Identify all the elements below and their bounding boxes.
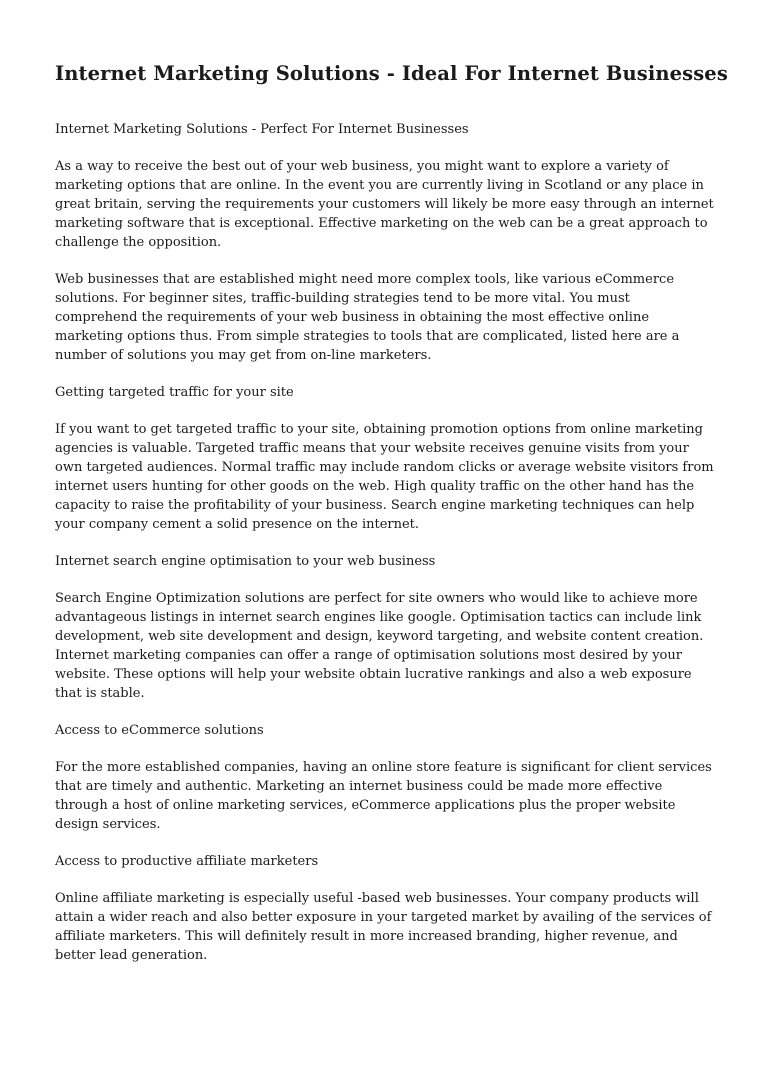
section-heading-targeted-traffic: Getting targeted traffic for your site <box>55 385 294 400</box>
intro-paragraph-2: Web businesses that are established might need more complex tools, like various eCommerce solutions. For beginner sites, traffic-building strategies tend to be more vital. You must comprehend the requirements of your web business in obtaining the most effective online marketing options thus. From simple strategies to tools that are complicated, listed here are a number of solutions you may get from on-line marketers. <box>55 272 680 363</box>
section-heading-affiliate: Access to productive affiliate marketers <box>55 854 319 869</box>
section-body-ecommerce: For the more established companies, having an online store feature is significant for client services that are timely and authentic. Marketing an internet business could be made more effective through a host of online marketing services, eCommerce applications plus the proper website design services. <box>55 760 712 832</box>
document-title: Internet Marketing Solutions - Ideal For Internet Businesses <box>55 62 728 85</box>
section-heading-ecommerce: Access to eCommerce solutions <box>55 723 264 738</box>
document-subtitle: Internet Marketing Solutions - Perfect For Internet Businesses <box>55 122 469 137</box>
intro-paragraph-1: As a way to receive the best out of your web business, you might want to explore a variety of marketing options that are online. In the event you are currently living in Scotland or any place in great britain, serving the requirements your customers will likely be more easy through an internet marketing software that is exceptional. Effective marketing on the web can be a great approach to challenge the opposition. <box>55 159 714 250</box>
section-body-seo: Search Engine Optimization solutions are perfect for site owners who would like to achieve more advantageous listings in internet search engines like google. Optimisation tactics can include link development, web site development and design, keyword targeting, and website content creation. Internet marketing companies can offer a range of optimisation solutions most desired by your website. These options will help your website obtain lucrative rankings and also a web exposure that is stable. <box>55 591 704 701</box>
document-page <box>55 0 728 965</box>
section-body-affiliate: Online affiliate marketing is especially useful -based web businesses. Your company products will attain a wider reach and also better exposure in your targeted market by availing of the services of affiliate marketers. This will definitely result in more increased branding, higher revenue, and better lead generation. <box>55 891 712 963</box>
section-heading-seo: Internet search engine optimisation to your web business <box>55 554 436 569</box>
section-body-targeted-traffic: If you want to get targeted traffic to your site, obtaining promotion options from online marketing agencies is valuable. Targeted traffic means that your website receives genuine visits from your own targeted audiences. Normal traffic may include random clicks or average website visitors from internet users hunting for other goods on the web. High quality traffic on the other hand has the capacity to raise the profitability of your business. Search engine marketing techniques can help your company cement a solid presence on the internet. <box>55 422 714 532</box>
